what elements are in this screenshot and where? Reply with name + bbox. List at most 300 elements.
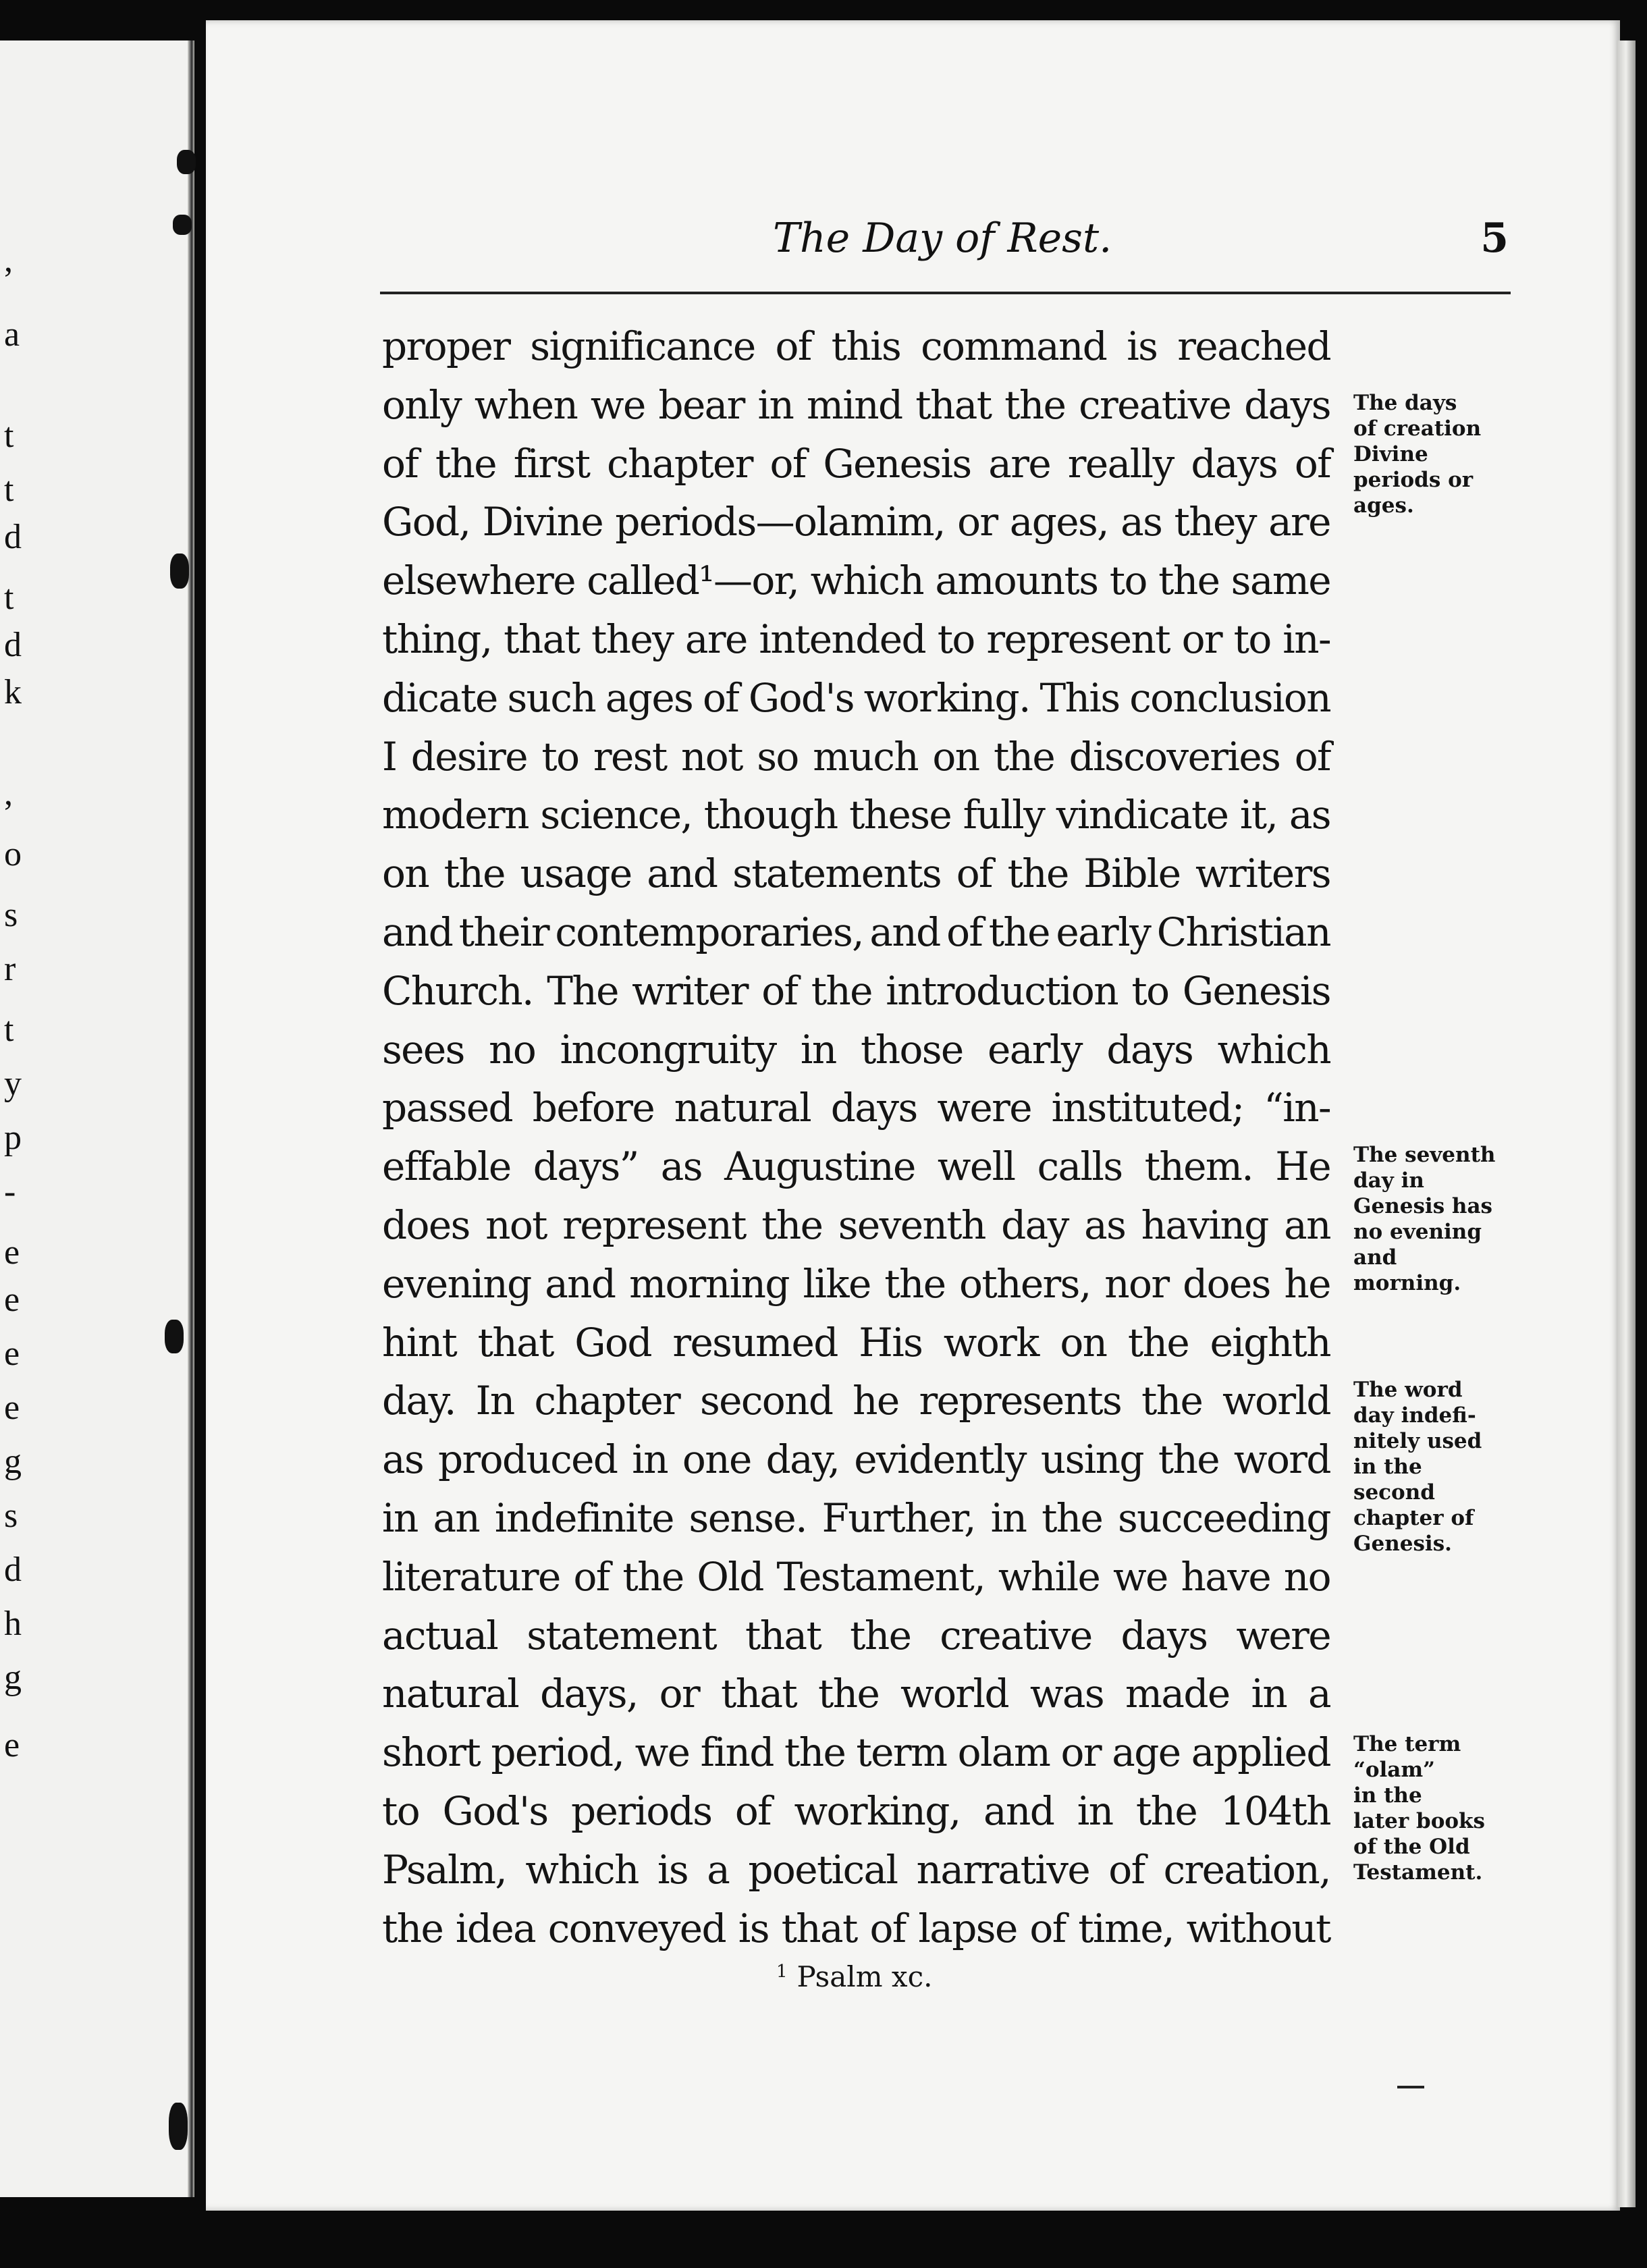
word: to — [1109, 558, 1147, 604]
word: “in- — [1264, 1085, 1330, 1131]
word: the — [622, 1553, 684, 1600]
word: resumed — [672, 1319, 838, 1366]
word: and — [545, 1260, 616, 1307]
word: sees — [382, 1026, 464, 1073]
word: creative — [940, 1612, 1092, 1658]
word: were — [1236, 1612, 1330, 1658]
binding-stitch — [165, 1320, 184, 1353]
word: lapse — [918, 1905, 1017, 1951]
running-title: The Day of Rest. — [773, 215, 1112, 262]
word: chapter — [607, 440, 753, 487]
word: so — [757, 733, 799, 780]
word: word — [1233, 1436, 1330, 1483]
word: day — [1001, 1202, 1069, 1248]
word: working, — [794, 1787, 961, 1834]
word: eighth — [1210, 1319, 1330, 1366]
word: days, — [540, 1671, 638, 1717]
word: of — [770, 440, 806, 487]
word: the — [993, 733, 1055, 780]
sidenote-line: and — [1353, 1245, 1397, 1270]
word: in- — [1282, 616, 1330, 662]
word: work — [943, 1319, 1039, 1366]
text-line — [382, 1841, 1330, 1899]
word: natural — [674, 1085, 811, 1131]
word: is — [1127, 323, 1158, 369]
facing-page-letter: e — [4, 1233, 20, 1272]
word: is — [657, 1846, 688, 1893]
word: hint — [382, 1319, 457, 1366]
word: on — [382, 850, 429, 897]
word: to — [937, 616, 975, 662]
facing-page-letter: d — [4, 1550, 22, 1589]
sidenote-line: The days — [1353, 391, 1457, 415]
word: day, — [765, 1436, 840, 1483]
word: as — [382, 1436, 424, 1483]
word: on — [1060, 1319, 1107, 1366]
text-line — [382, 376, 1330, 435]
sidenote-line: of the Old — [1353, 1835, 1470, 1859]
word: In — [475, 1378, 514, 1424]
sidenote-term-olam — [1353, 1731, 1515, 1885]
word: only — [382, 381, 462, 428]
facing-page-letter: t — [4, 470, 14, 509]
word: of — [734, 1787, 772, 1834]
word: of — [761, 967, 798, 1014]
sidenote-line: The seventh — [1353, 1143, 1496, 1167]
word: to — [1233, 616, 1271, 662]
word: creative — [1079, 381, 1231, 428]
word: the — [1042, 1494, 1103, 1541]
word: in — [632, 1436, 668, 1483]
word: they — [1174, 499, 1256, 545]
word: and — [647, 850, 718, 897]
word: olam — [957, 1729, 1050, 1776]
word: which — [525, 1846, 639, 1893]
word: contemporaries, — [555, 909, 863, 955]
word: on — [932, 733, 979, 780]
word: Bible — [1083, 850, 1181, 897]
word: does — [1183, 1260, 1270, 1307]
word: as — [1084, 1202, 1126, 1248]
word: Old — [697, 1553, 763, 1600]
word: Testament, — [776, 1553, 986, 1600]
word: Genesis — [823, 440, 971, 487]
facing-page-letter: t — [4, 416, 14, 455]
word: does — [382, 1202, 470, 1248]
sidenote-line: no evening — [1353, 1220, 1482, 1244]
word: The — [547, 967, 618, 1014]
word: the — [784, 1729, 846, 1776]
word: these — [849, 792, 952, 838]
word: that — [915, 381, 992, 428]
word: as — [660, 1143, 702, 1190]
footnote-text: Psalm xc. — [796, 1960, 933, 1993]
facing-page-letter: s — [4, 1496, 18, 1535]
word: same — [1231, 558, 1330, 604]
word: are — [1268, 499, 1330, 545]
word: the — [1127, 1319, 1189, 1366]
footnote — [776, 1960, 932, 1993]
text-line — [382, 962, 1330, 1021]
word: we — [634, 1729, 690, 1776]
word: fully — [963, 792, 1045, 838]
sidenote-line: “olam” — [1353, 1758, 1436, 1782]
word: we — [1113, 1553, 1168, 1600]
word: indefinite — [494, 1494, 674, 1541]
word: days — [830, 1085, 917, 1131]
word: the — [382, 1905, 443, 1951]
word: no — [1283, 1553, 1330, 1600]
word: Christian — [1156, 909, 1330, 955]
word: well — [937, 1143, 1015, 1190]
word: days — [1191, 440, 1278, 487]
footnote-marker: 1 — [776, 1962, 788, 1982]
word: rest — [593, 733, 667, 780]
word: elsewhere — [382, 558, 575, 604]
word: Augustine — [724, 1143, 915, 1190]
word: effable — [382, 1143, 511, 1190]
text-line — [382, 1255, 1330, 1314]
facing-page-letter: - — [4, 1172, 16, 1211]
word: usage — [520, 850, 632, 897]
word: narrative — [916, 1846, 1090, 1893]
word: before — [532, 1085, 655, 1131]
text-line — [382, 1314, 1330, 1372]
text-line — [382, 435, 1330, 493]
word: as — [1120, 499, 1162, 545]
text-line — [382, 903, 1330, 962]
facing-page-letter: d — [4, 518, 22, 556]
word: seventh — [838, 1202, 986, 1248]
word: called¹—or, — [587, 558, 799, 604]
sidenote-line: Genesis has — [1353, 1194, 1493, 1218]
text-line — [382, 1665, 1330, 1723]
word: he — [1284, 1260, 1330, 1307]
sidenote-line: ages. — [1353, 493, 1414, 518]
word: they — [591, 616, 674, 662]
word: Genesis — [1182, 967, 1330, 1014]
word: of — [382, 440, 418, 487]
word: Divine — [482, 499, 603, 545]
word: such — [507, 674, 596, 721]
word: is — [738, 1905, 769, 1951]
word: creation, — [1163, 1846, 1330, 1893]
word: command — [921, 323, 1107, 369]
word: were — [937, 1085, 1031, 1131]
page-edge — [1617, 40, 1636, 2207]
sidenote-line: later books — [1353, 1809, 1485, 1833]
word: of — [775, 323, 811, 369]
text-line — [382, 551, 1330, 610]
word: of — [1029, 1905, 1066, 1951]
word: statement — [526, 1612, 717, 1658]
word: I — [382, 733, 397, 780]
facing-page-letter: , — [4, 241, 13, 279]
word: the — [443, 850, 505, 897]
word: His — [859, 1319, 923, 1366]
word: nor — [1104, 1260, 1169, 1307]
text-line — [382, 786, 1330, 844]
facing-page-letter: a — [4, 315, 20, 354]
word: the — [1004, 381, 1066, 428]
word: or — [659, 1671, 700, 1717]
word: he — [853, 1378, 899, 1424]
sidenote-line: nitely used — [1353, 1429, 1482, 1453]
word: an — [433, 1494, 480, 1541]
text-line — [382, 1137, 1330, 1196]
word: we — [590, 381, 645, 428]
word: represent — [986, 616, 1170, 662]
word: early — [988, 1026, 1082, 1073]
word: of — [1108, 1846, 1145, 1893]
word: conveyed — [547, 1905, 726, 1951]
sidenote-line: day indefi- — [1353, 1403, 1476, 1428]
text-line — [382, 1430, 1330, 1489]
word: period, — [491, 1729, 624, 1776]
word: having — [1141, 1202, 1268, 1248]
printer-mark — [1397, 2086, 1424, 2088]
word: writers — [1195, 850, 1330, 897]
sidenote-days-of-creation — [1353, 390, 1515, 518]
word: incongruity — [560, 1026, 776, 1073]
word: that — [720, 1671, 797, 1717]
word: in — [800, 1026, 836, 1073]
word: dicate — [382, 674, 497, 721]
word: ages, — [1009, 499, 1108, 545]
word: He — [1275, 1143, 1330, 1190]
word: of — [702, 674, 739, 721]
word: periods — [571, 1787, 712, 1834]
word: though — [703, 792, 838, 838]
word: of — [1294, 733, 1330, 780]
word: when — [474, 381, 578, 428]
word: which — [810, 558, 923, 604]
word: the — [1158, 558, 1220, 604]
word: This — [1040, 674, 1120, 721]
text-line — [382, 1079, 1330, 1137]
word: days — [1120, 1612, 1208, 1658]
word: world — [900, 1671, 1009, 1717]
word: which — [1217, 1026, 1330, 1073]
facing-page-letter: d — [4, 626, 22, 664]
sidenote-line: in the — [1353, 1783, 1422, 1808]
word: Further, — [821, 1494, 975, 1541]
sidenote-line: periods or — [1353, 468, 1474, 492]
facing-page-letter: g — [4, 1442, 22, 1481]
word: the — [1007, 850, 1069, 897]
word: in — [990, 1494, 1027, 1541]
word: using — [1040, 1436, 1143, 1483]
word: passed — [382, 1085, 513, 1131]
text-line — [382, 1782, 1330, 1841]
word: like — [803, 1260, 871, 1307]
word: to — [1131, 967, 1169, 1014]
word: to — [541, 733, 579, 780]
text-line — [382, 844, 1330, 903]
binding-stitch — [177, 150, 196, 174]
word: their — [458, 909, 549, 955]
text-line — [382, 1548, 1330, 1606]
word: intended — [759, 616, 926, 662]
word: of — [869, 1905, 906, 1951]
word: instituted; — [1051, 1085, 1244, 1131]
word: made — [1125, 1671, 1230, 1717]
word: in — [757, 381, 794, 428]
word: God's — [748, 674, 854, 721]
word: evening — [382, 1260, 531, 1307]
word: early — [1056, 909, 1151, 955]
word: are — [684, 616, 747, 662]
word: that — [781, 1905, 857, 1951]
word: produced — [438, 1436, 618, 1483]
text-line — [382, 669, 1330, 728]
word: the — [761, 1202, 823, 1248]
word: of — [573, 1553, 610, 1600]
word: that — [477, 1319, 554, 1366]
running-head — [380, 215, 1509, 275]
facing-page-letter: g — [4, 1658, 22, 1697]
word: succeeding — [1118, 1494, 1330, 1541]
sidenote-line: Testament. — [1353, 1860, 1483, 1885]
word: working. — [863, 674, 1030, 721]
text-line — [382, 1899, 1330, 1958]
word: was — [1029, 1671, 1104, 1717]
word: of — [1294, 440, 1330, 487]
word: the — [1135, 1787, 1197, 1834]
word: evidently — [854, 1436, 1026, 1483]
word: days” — [533, 1143, 639, 1190]
word: periods—olamim, — [615, 499, 945, 545]
word: this — [831, 323, 901, 369]
word: natural — [382, 1671, 519, 1717]
facing-page-letter: e — [4, 1334, 20, 1373]
facing-page-letter: s — [4, 896, 18, 934]
word: it, — [1239, 792, 1278, 838]
word: the — [1158, 1436, 1220, 1483]
word: in — [382, 1494, 418, 1541]
word: one — [682, 1436, 751, 1483]
word: idea — [455, 1905, 536, 1951]
text-line — [382, 317, 1330, 376]
word: day. — [382, 1378, 456, 1424]
word: Church. — [382, 967, 533, 1014]
word: introduction — [886, 967, 1118, 1014]
word: statements — [732, 850, 942, 897]
word: short — [382, 1729, 481, 1776]
word: the — [435, 440, 497, 487]
word: that — [504, 616, 580, 662]
sidenote-line: Divine — [1353, 442, 1428, 466]
sidenote-line: chapter of — [1353, 1506, 1474, 1530]
word: discoveries — [1069, 733, 1280, 780]
word: vindicate — [1056, 792, 1228, 838]
word: represent — [562, 1202, 746, 1248]
word: no — [489, 1026, 536, 1073]
header-rule — [380, 292, 1511, 294]
word: term — [856, 1729, 947, 1776]
word: applied — [1191, 1729, 1330, 1776]
word: of — [946, 909, 983, 955]
facing-page-edge — [0, 40, 192, 2197]
word: and — [983, 1787, 1054, 1834]
word: world — [1222, 1378, 1330, 1424]
facing-page-letter: p — [4, 1118, 22, 1157]
word: Psalm, — [382, 1846, 507, 1893]
word: reached — [1177, 323, 1330, 369]
word: science, — [540, 792, 693, 838]
word: are — [988, 440, 1051, 487]
word: actual — [382, 1612, 498, 1658]
binding-stitch — [173, 215, 192, 235]
word: that — [745, 1612, 821, 1658]
sidenote-line: The term — [1353, 1732, 1461, 1756]
word: to — [382, 1787, 420, 1834]
facing-page-letter: e — [4, 1388, 20, 1427]
word: morning — [629, 1260, 789, 1307]
text-line — [382, 1372, 1330, 1430]
word: of — [956, 850, 992, 897]
word: or — [957, 499, 998, 545]
word: proper — [382, 323, 510, 369]
word: the — [811, 967, 872, 1014]
word: the — [988, 909, 1050, 955]
word: ages — [605, 674, 693, 721]
word: writer — [632, 967, 748, 1014]
word: those — [860, 1026, 963, 1073]
word: 104th — [1220, 1787, 1330, 1834]
word: mind — [806, 381, 902, 428]
text-line — [382, 1196, 1330, 1255]
word: not — [485, 1202, 547, 1248]
word: the — [850, 1612, 911, 1658]
word: much — [813, 733, 918, 780]
binding-stitch — [170, 554, 189, 589]
word: first — [513, 440, 590, 487]
facing-page-letter: k — [4, 673, 22, 711]
text-line — [382, 1723, 1330, 1782]
text-line — [382, 728, 1330, 786]
word: thing, — [382, 616, 492, 662]
sidenote-line: of creation — [1353, 416, 1482, 441]
word: and — [869, 909, 940, 955]
word: sense. — [688, 1494, 807, 1541]
word: time, — [1078, 1905, 1174, 1951]
word: and — [382, 909, 453, 955]
facing-page-letter: r — [4, 950, 16, 988]
word: in — [1251, 1671, 1287, 1717]
word: the — [1141, 1378, 1203, 1424]
word: desire — [410, 733, 527, 780]
word: in — [1077, 1787, 1113, 1834]
sidenote-line: morning. — [1353, 1271, 1461, 1295]
word: significance — [530, 323, 755, 369]
facing-page-letter: , — [4, 774, 13, 813]
facing-page-letter: e — [4, 1280, 20, 1319]
sidenote-seventh-day — [1353, 1142, 1515, 1296]
word: represents — [919, 1378, 1122, 1424]
word: bear — [658, 381, 745, 428]
facing-page-letter: o — [4, 835, 22, 873]
word: them. — [1144, 1143, 1253, 1190]
word: chapter — [534, 1378, 680, 1424]
body-text — [382, 317, 1330, 1958]
facing-page-letter: y — [4, 1064, 22, 1103]
text-line — [382, 610, 1330, 669]
word: literature — [382, 1553, 560, 1600]
word: without — [1186, 1905, 1330, 1951]
word: days — [1106, 1026, 1193, 1073]
word: an — [1284, 1202, 1330, 1248]
